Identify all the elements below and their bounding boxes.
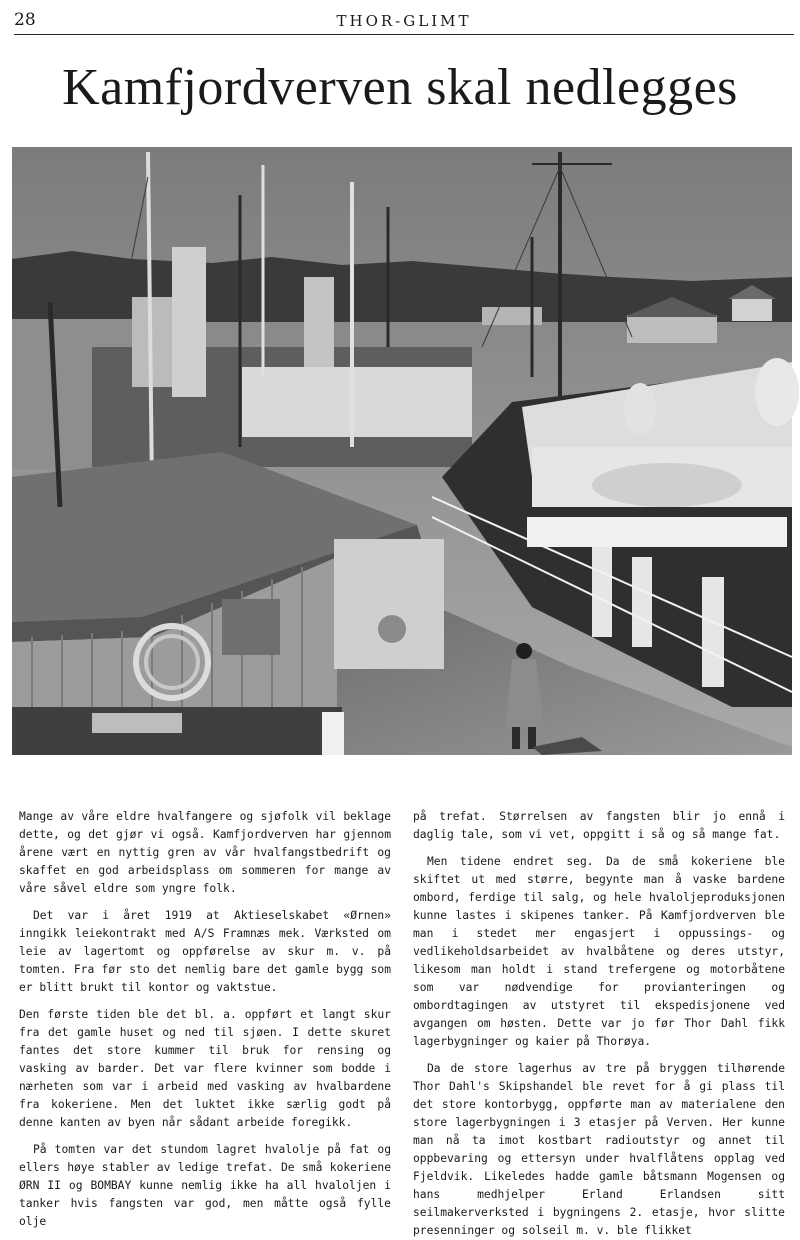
paragraph: Men tidene endret seg. Da de små kokeriene ble skiftet ut med større, begynte man å vaske bardene ombord, ferdige til salg, og hele hvaloljeproduksjonen kunne lastes i skipenes tanker. På Kamfjordverven ble man i stedet mer engasjert i oppussings- og vedlikeholdsarbeidet av hvalbåtene og deres utstyr, likesom man holdt i stand trefergene og motorbåtene som var nødvendige for provianteringen og ombordtagingen av utstyret til ekspedisjonene ved avgangen om høsten. Dette var jo før Thor Dahl fikk lagerbygninger og kaier på Thorøya. xyxy=(413,855,785,1048)
running-head: THOR-GLIMT xyxy=(336,12,472,30)
article-title: Kamfjordverven skal nedlegges xyxy=(62,59,738,116)
page-number: 28 xyxy=(14,10,36,30)
harbour-photo xyxy=(12,147,792,755)
paragraph: Det var i året 1919 at Aktieselskabet «Ørnen» inngikk leiekontrakt med A/S Framnæs mek. Værksted om leie av lagertomt og oppførelse av skur m. v. på tomten. Fra før sto det nemlig bare det gamle bygg som er blitt brukt til kontor og vaktstue. xyxy=(19,909,391,994)
article-column-right xyxy=(413,808,785,1237)
paragraph: på trefat. Størrelsen av fangsten blir jo ennå i daglig tale, som vi vet, oppgitt i så og så mange fat. xyxy=(413,810,785,841)
paragraph: Den første tiden ble det bl. a. oppført et langt skur fra det gamle huset og ned til sjøen. I dette skuret fantes det store kummer til bruk for rensing og vasking av barder. Det var flere kvinner som bodde i nærheten som var i arbeid med vasking av hvalbardene fra kokeriene. Men det luktet ikke særlig godt på denne kanten av byen når sådant arbeide foregikk. xyxy=(19,1008,391,1129)
page-header xyxy=(14,8,794,35)
paragraph: Da de store lagerhus av tre på bryggen tilhørende Thor Dahl's Skipshandel ble revet for å gi plass til det store kontorbygg, oppførte man av materialene den store lagerbygningen i 3 etasjer på Verven. Her kunne man nå ta imot kostbart radioutstyr og annet til oppbevaring og ettersyn under hvalflåtens opplag ved Fjeldvik. Likeledes hadde gamle båtsmann Mogensen og hans medhjelper Erland Erlandsen sitt seilmakerverksted i bygningens 2. etasje, hvor slitte presenninger og solseil m. v. ble flikket xyxy=(413,1062,785,1237)
paragraph: På tomten var det stundom lagret hvalolje på fat og ellers høye stabler av ledige trefat. De små kokeriene ØRN II og BOMBAY kunne nemlig ikke ha all hvaloljen i tanker hvis fangsten var god, men måtte også fylle olje xyxy=(19,1143,391,1228)
article-column-left xyxy=(19,808,391,1228)
paragraph: Mange av våre eldre hvalfangere og sjøfolk vil beklage dette, og det gjør vi også. Kamfjordverven har gjennom årene vært en nyttig gren av vår hvalfangstbedrift og skaffet en god arbeidsplass om sommeren for mange av våre såvel eldre som yngre folk. xyxy=(19,810,391,895)
